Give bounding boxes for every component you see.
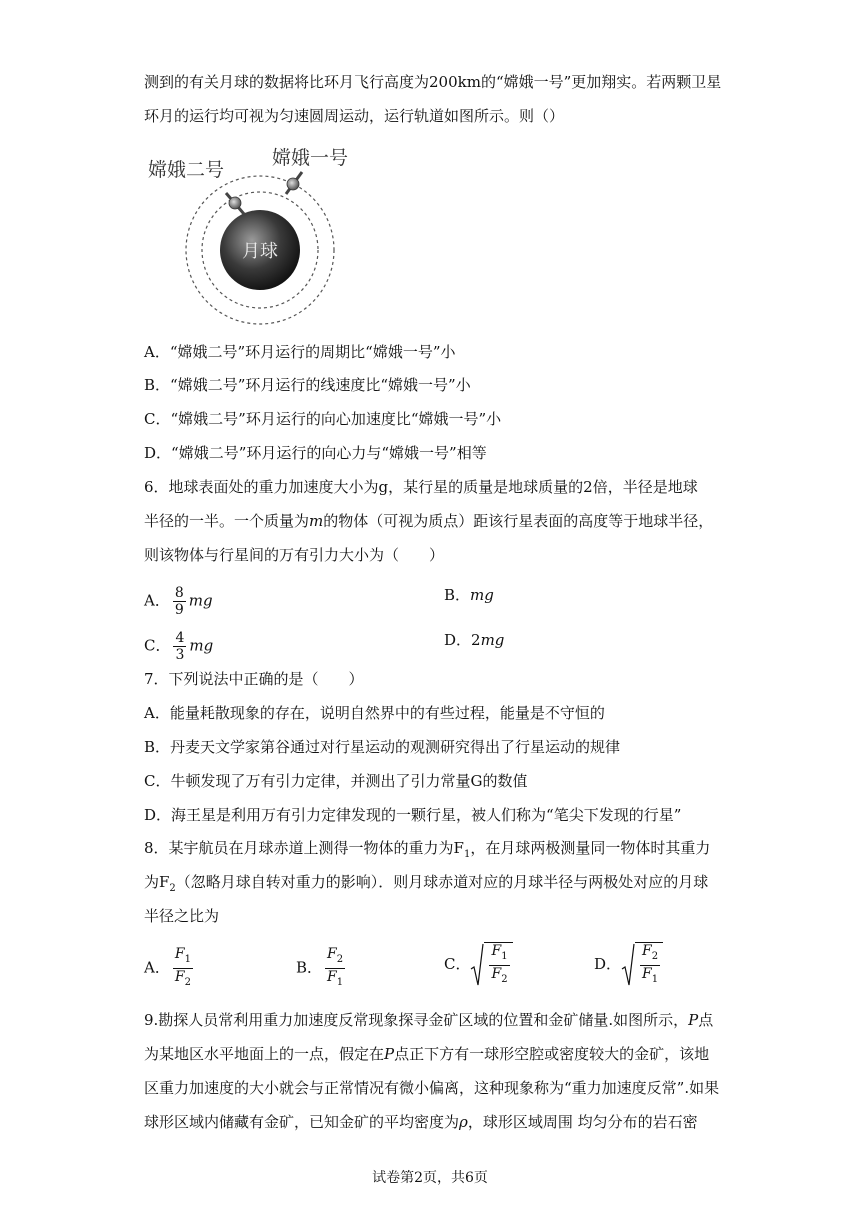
numerator: 4 <box>175 630 185 646</box>
q5-option-c: C．“嫦娥二号”环月运行的向心加速度比“嫦娥一号”小 <box>144 410 502 428</box>
satellite-e1-icon <box>286 172 302 194</box>
q6-stem-line-2 <box>144 511 713 531</box>
denominator <box>173 969 193 991</box>
fraction <box>640 943 660 988</box>
symbol-F: F <box>491 943 502 959</box>
q9-stem-part: 球形区域内储藏有金矿，已知金矿的平均密度为 <box>144 1113 460 1131</box>
q6-stem-part: 半径的一半。一个质量为 <box>144 512 310 530</box>
q8-stem-line-1 <box>144 838 710 865</box>
option-letter: B． <box>444 586 471 604</box>
fraction <box>173 630 186 663</box>
symbol-F: F <box>174 946 185 962</box>
option-letter: D． <box>594 954 622 973</box>
radicand <box>484 942 512 988</box>
denominator <box>640 966 660 988</box>
fraction <box>173 946 193 991</box>
subscript: 1 <box>651 973 659 985</box>
q9-stem-part: ，球形区域周围 均匀分布的岩石密 <box>467 1113 698 1131</box>
fraction <box>325 946 345 991</box>
q6-mass-symbol: m <box>309 512 324 530</box>
q8-option-a <box>144 946 196 991</box>
option-term: mg <box>470 586 494 604</box>
label-chang-e-2: 嫦娥二号 <box>148 159 225 181</box>
fraction <box>173 585 186 618</box>
subscript: 1 <box>184 953 191 965</box>
q6-option-c <box>144 630 213 663</box>
q7-stem: 7．下列说法中正确的是（ ） <box>144 670 364 688</box>
density-symbol: ρ <box>459 1113 468 1131</box>
option-letter: A． <box>144 591 170 610</box>
symbol-F: F <box>327 946 337 962</box>
radical-sign-icon <box>621 943 635 987</box>
option-term: mg <box>189 636 214 655</box>
q6-option-b <box>444 585 494 605</box>
q7-option-b: B．丹麦天文学家第谷通过对行星运动的观测研究得出了行星运动的规律 <box>144 738 621 756</box>
symbol-F: F <box>327 968 337 985</box>
q7-option-a: A．能量耗散现象的存在，说明自然界中的有些过程，能量是不守恒的 <box>144 704 605 722</box>
label-chang-e-1: 嫦娥一号 <box>272 147 349 169</box>
q5-option-b: B．“嫦娥二号”环月运行的线速度比“嫦娥一号”小 <box>144 376 471 394</box>
q5-option-d: D．“嫦娥二号”环月运行的向心力与“嫦娥一号”相等 <box>144 444 487 462</box>
q8-option-c <box>444 942 513 988</box>
q9-stem-line-3: 区重力加速度的大小就会与正常情况有微小偏离，这种现象称为“重力加速度反常”.如果 <box>144 1079 720 1097</box>
option-letter: A． <box>144 958 170 977</box>
label-moon: 月球 <box>242 241 278 262</box>
point-P-symbol: P <box>688 1011 699 1029</box>
numerator: 8 <box>174 585 184 601</box>
satellite-e2-icon <box>226 193 244 214</box>
denominator: 9 <box>174 602 184 618</box>
q8-stem-part: （忽略月球自转对重力的影响）．则月球赤道对应的月球半径与两极处对应的月球 <box>175 873 709 891</box>
subscript: 2 <box>169 883 176 894</box>
option-letter: C． <box>444 954 471 973</box>
orbit-diagram <box>140 140 380 344</box>
q6-option-d <box>444 630 504 650</box>
radicand <box>635 942 663 988</box>
symbol-F: F <box>642 965 652 982</box>
option-letter: D． <box>444 631 472 649</box>
q8-stem-part: 为F <box>144 873 170 891</box>
denominator: 3 <box>175 647 185 663</box>
q7-option-c: C．牛顿发现了万有引力定律，并测出了引力常量G的数值 <box>144 772 528 790</box>
subscript: 2 <box>184 976 191 988</box>
q9-stem-line-2 <box>144 1044 709 1064</box>
q6-option-a <box>144 585 213 618</box>
q6-stem-line-3: 则该物体与行星间的万有引力大小为（ ） <box>144 546 445 564</box>
q9-stem-line-4 <box>144 1112 698 1132</box>
subscript: 1 <box>501 950 508 962</box>
q6-stem-line-1: 6．地球表面处的重力加速度大小为g，某行星的质量是地球质量的2倍，半径是地球 <box>144 478 698 496</box>
symbol-F: F <box>491 965 502 982</box>
subscript: 2 <box>501 973 508 985</box>
denominator <box>325 969 345 991</box>
subscript: 2 <box>651 950 659 962</box>
q8-stem-part: 8．某宇航员在月球赤道上测得一物体的重力为F <box>144 839 464 857</box>
subscript: 1 <box>336 976 344 988</box>
q9-stem-line-1 <box>144 1010 713 1030</box>
subscript: 2 <box>336 953 344 965</box>
q6-stem-part: 的物体（可视为质点）距该行星表面的高度等于地球半径， <box>323 512 714 530</box>
numerator <box>325 946 345 969</box>
q5-option-a: A．“嫦娥二号”环月运行的周期比“嫦娥一号”小 <box>144 343 456 361</box>
q9-stem-part: 为某地区水平地面上的一点，假定在 <box>144 1045 385 1063</box>
fraction <box>489 943 509 988</box>
q9-stem-part: 点 <box>698 1011 714 1029</box>
numerator <box>640 943 660 966</box>
option-letter: C． <box>144 636 171 655</box>
point-P-symbol: P <box>384 1045 395 1063</box>
numerator <box>489 943 509 966</box>
q9-stem-part: 点正下方有一球形空腔或密度较大的金矿，该地 <box>394 1045 710 1063</box>
q9-stem-part: 9.勘探人员常利用重力加速度反常现象探寻金矿区域的位置和金矿储量.如图所示， <box>144 1011 689 1029</box>
symbol-F: F <box>174 968 185 985</box>
radical-sign-icon <box>470 943 484 987</box>
q5-stem-line-1: 测到的有关月球的数据将比环月飞行高度为200km的“嫦娥一号”更加翔实。若两颗卫星 <box>144 73 722 91</box>
option-term: mg <box>480 631 505 649</box>
q8-stem-part: ，在月球两极测量同一物体时其重力 <box>470 839 711 857</box>
q8-stem-line-2 <box>144 872 708 899</box>
q5-stem-line-2: 环月的运行均可视为匀速圆周运动，运行轨道如图所示。则（） <box>144 107 565 125</box>
numerator <box>173 946 193 969</box>
subscript: 1 <box>463 849 471 860</box>
q7-option-d: D．海王星是利用万有引力定律发现的一颗行星，被人们称为“笔尖下发现的行星” <box>144 806 682 824</box>
option-letter: B． <box>296 958 323 977</box>
symbol-F: F <box>642 943 652 959</box>
option-term: mg <box>188 591 213 610</box>
q8-stem-line-3: 半径之比为 <box>144 907 220 925</box>
page-footer: 试卷第2页，共6页 <box>372 1170 488 1186</box>
square-root <box>470 942 512 988</box>
option-coef: 2 <box>471 631 481 649</box>
q8-option-b <box>296 946 348 991</box>
square-root <box>621 942 663 988</box>
denominator <box>489 966 509 988</box>
q8-option-d <box>594 942 663 988</box>
